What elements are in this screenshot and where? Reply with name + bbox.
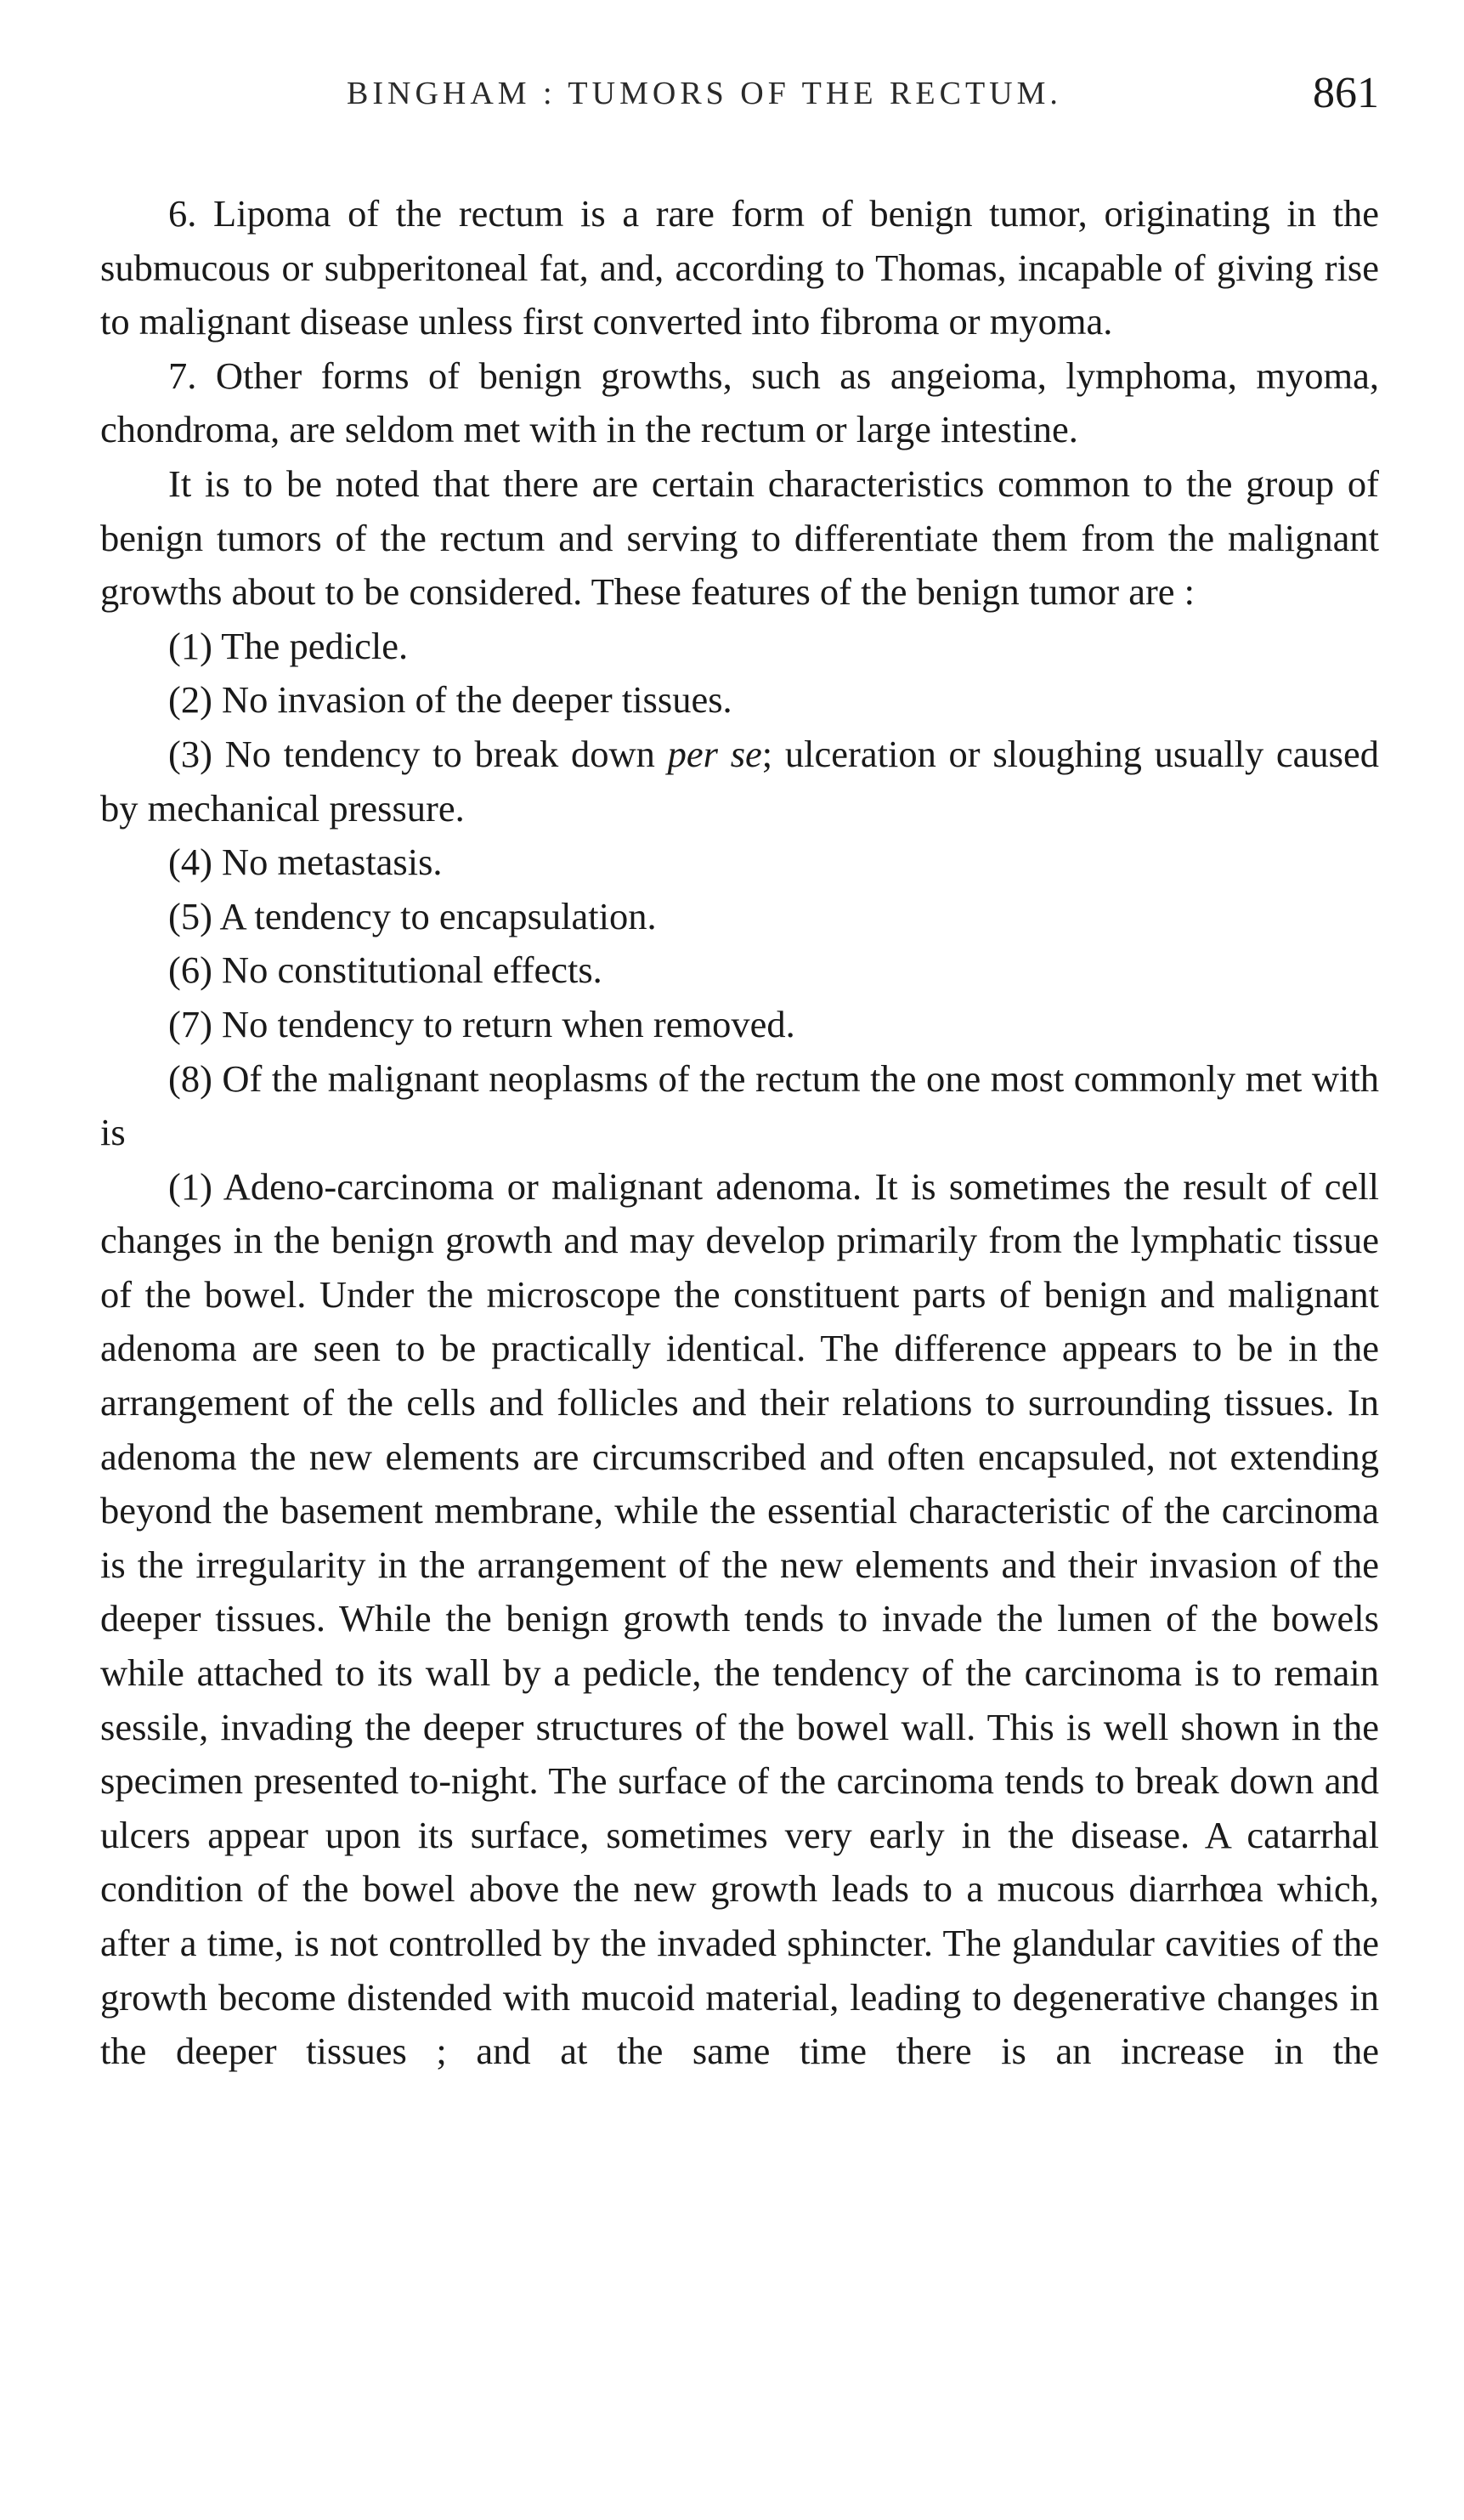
feature-item xyxy=(100,728,1379,835)
running-head xyxy=(100,68,1379,127)
page-number: 861 xyxy=(1313,69,1379,117)
page-body xyxy=(100,187,1379,2079)
paragraph-adeno-carcinoma: (1) Adeno-carcinoma or malignant adenoma. It is sometimes the result of cell changes in the benign growth and may develop primarily from the lymphatic tissue of the bowel. Under the microscope the constituent parts of benign and malignant adenoma are seen to be practically identical. The difference appears to be in the arrangement of the cells and follicles and their relations to surrounding tissues. In adenoma the new elements are circumscribed and often encapsuled, not extending beyond the basement membrane, while the essential characteristic of the carcinoma is the irregularity in the arrangement of the new elements and their invasion of the deeper tissues. While the benign growth tends to invade the lumen of the bowels while attached to its wall by a pedicle, the tendency of the carcinoma is to remain sessile, invading the deeper structures of the bowel wall. This is well shown in the specimen presented to-night. The surface of the carcinoma tends to break down and ulcers appear upon its surface, sometimes very early in the disease. A catarrhal condition of the bowel above the new growth leads to a mucous diarrhœa which, after a time, is not controlled by the invaded sphincter. The glandular cavities of the growth become distended with mucoid material, leading to degenerative changes in the deeper tissues ; and at the same time there is an increase in the xyxy=(100,1164,1379,2073)
feature-item: (6) No constitutional effects. xyxy=(168,949,602,992)
paragraph-malignant-intro: (8) Of the malignant neoplasms of the rectum the one most commonly met with is xyxy=(100,1056,1379,1154)
feature-item: (4) No metastasis. xyxy=(168,841,443,884)
feature-item: (5) A tendency to encapsulation. xyxy=(168,894,657,937)
running-title: BINGHAM : TUMORS OF THE RECTUM. xyxy=(347,76,1062,111)
paragraph-other-forms: 7. Other forms of benign growths, such as angeioma, lymphoma, myoma, chondroma, are seldom met with in the rectum or large intestine. xyxy=(100,354,1379,451)
paragraph-lipoma: 6. Lipoma of the rectum is a rare form of benign tumor, originating in the submucous or subperitoneal fat, and, according to Thomas, incapable of giving rise to malignant disease unless first converted into fibroma or myoma. xyxy=(100,192,1379,343)
feature-text: (3) No tendency to break down xyxy=(168,732,668,775)
feature-text: ; ulceration or sloughing usually caused by mechanical pressure. xyxy=(100,732,1380,830)
feature-item: (7) No tendency to return when removed. xyxy=(168,1002,795,1045)
feature-item: (2) No invasion of the deeper tissues. xyxy=(168,678,732,722)
feature-item: (1) The pedicle. xyxy=(168,624,409,667)
paragraph-characteristics: It is to be noted that there are certain characteristics common to the group of benign tumors of the rectum and serving to differentiate them from the malignant growths about to be considered. These features of the benign tumor are : xyxy=(100,462,1379,614)
italic-phrase: per se xyxy=(667,732,762,775)
book-page xyxy=(100,68,1379,2079)
